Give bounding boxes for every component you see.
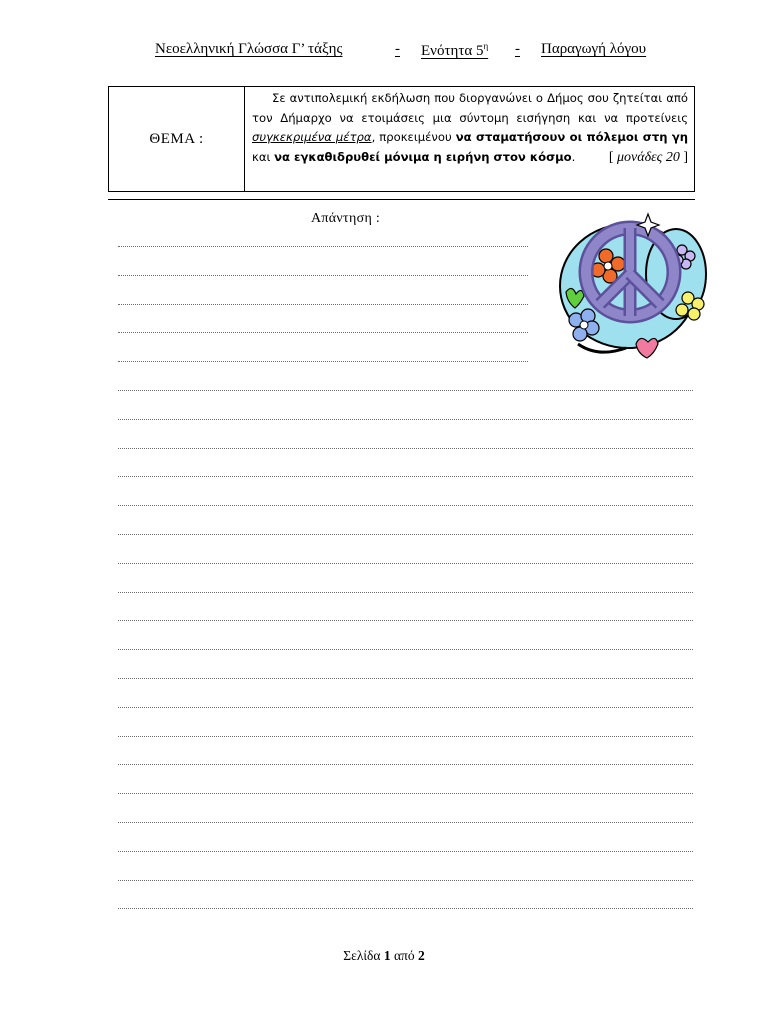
topic-text-part2: , προκειμένου — [371, 130, 452, 144]
answer-line[interactable] — [118, 678, 693, 679]
footer-page-middle: από — [393, 948, 415, 963]
answer-line[interactable] — [118, 448, 693, 449]
answer-label: Απάντηση : — [311, 211, 381, 226]
answer-line[interactable] — [118, 822, 693, 823]
answer-line[interactable] — [118, 707, 693, 708]
answer-line[interactable] — [118, 534, 693, 535]
topic-text-bold1: να σταματήσουν οι πόλεμοι στη γη — [455, 130, 689, 144]
answer-line[interactable] — [118, 793, 693, 794]
subject-title: Νεοελληνική Γλώσσα Γ’ τάξης — [155, 41, 343, 57]
answer-line[interactable] — [118, 908, 693, 909]
topic-text-part3: και — [252, 149, 271, 164]
divider-line — [108, 199, 695, 200]
topic-text-underlined: συγκεκριμένα μέτρα — [252, 130, 372, 144]
footer-page-prefix: Σελίδα — [343, 948, 381, 963]
answer-line[interactable] — [118, 361, 528, 362]
answer-line[interactable] — [118, 736, 693, 737]
answer-line[interactable] — [118, 764, 693, 765]
answer-line[interactable] — [118, 505, 693, 506]
marks — [609, 148, 688, 168]
footer-page-total: 2 — [417, 948, 425, 963]
answer-line[interactable] — [118, 419, 693, 420]
answer-line[interactable] — [118, 563, 693, 564]
topic-text-bold2: να εγκαθιδρυθεί μόνιμα η ειρήνη στον κόσμο — [274, 149, 572, 164]
footer-page-current: 1 — [383, 948, 391, 963]
unit-number: Ενότητα 5 — [421, 43, 484, 59]
answer-line[interactable] — [118, 275, 528, 276]
answer-line[interactable] — [118, 649, 693, 650]
page-footer — [0, 948, 768, 964]
section-title: Παραγωγή λόγου — [541, 41, 647, 57]
marks-close: ] — [683, 149, 688, 165]
marks-open: [ — [608, 149, 614, 165]
answer-line[interactable] — [118, 851, 693, 852]
topic-text-part1: Σε αντιπολεμική εκδήλωση που διοργανώνει ο Δήμος σου ζητείται από τον Δήμαρχο να ετοιμάσεις μια σύντομη εισήγηση και να προτείνεις — [252, 91, 688, 125]
peace-sign-icon — [548, 204, 710, 364]
marks-text: μονάδες 20 — [617, 149, 680, 165]
answer-line[interactable] — [118, 390, 693, 391]
answer-line[interactable] — [118, 304, 528, 305]
topic-text — [245, 87, 694, 191]
answer-line[interactable] — [118, 476, 693, 477]
topic-label: ΘΕΜΑ : — [109, 87, 245, 191]
answer-line[interactable] — [118, 592, 693, 593]
answer-line[interactable] — [118, 620, 693, 621]
answer-line[interactable] — [118, 880, 693, 881]
header-separator: - — [395, 41, 400, 57]
header-separator-2: - — [515, 41, 520, 57]
answer-line[interactable] — [118, 332, 528, 333]
answer-line[interactable] — [118, 246, 528, 247]
unit-title — [421, 41, 488, 60]
unit-suffix: η — [483, 41, 489, 51]
topic-box — [108, 86, 695, 192]
topic-text-part4: . — [571, 149, 576, 164]
